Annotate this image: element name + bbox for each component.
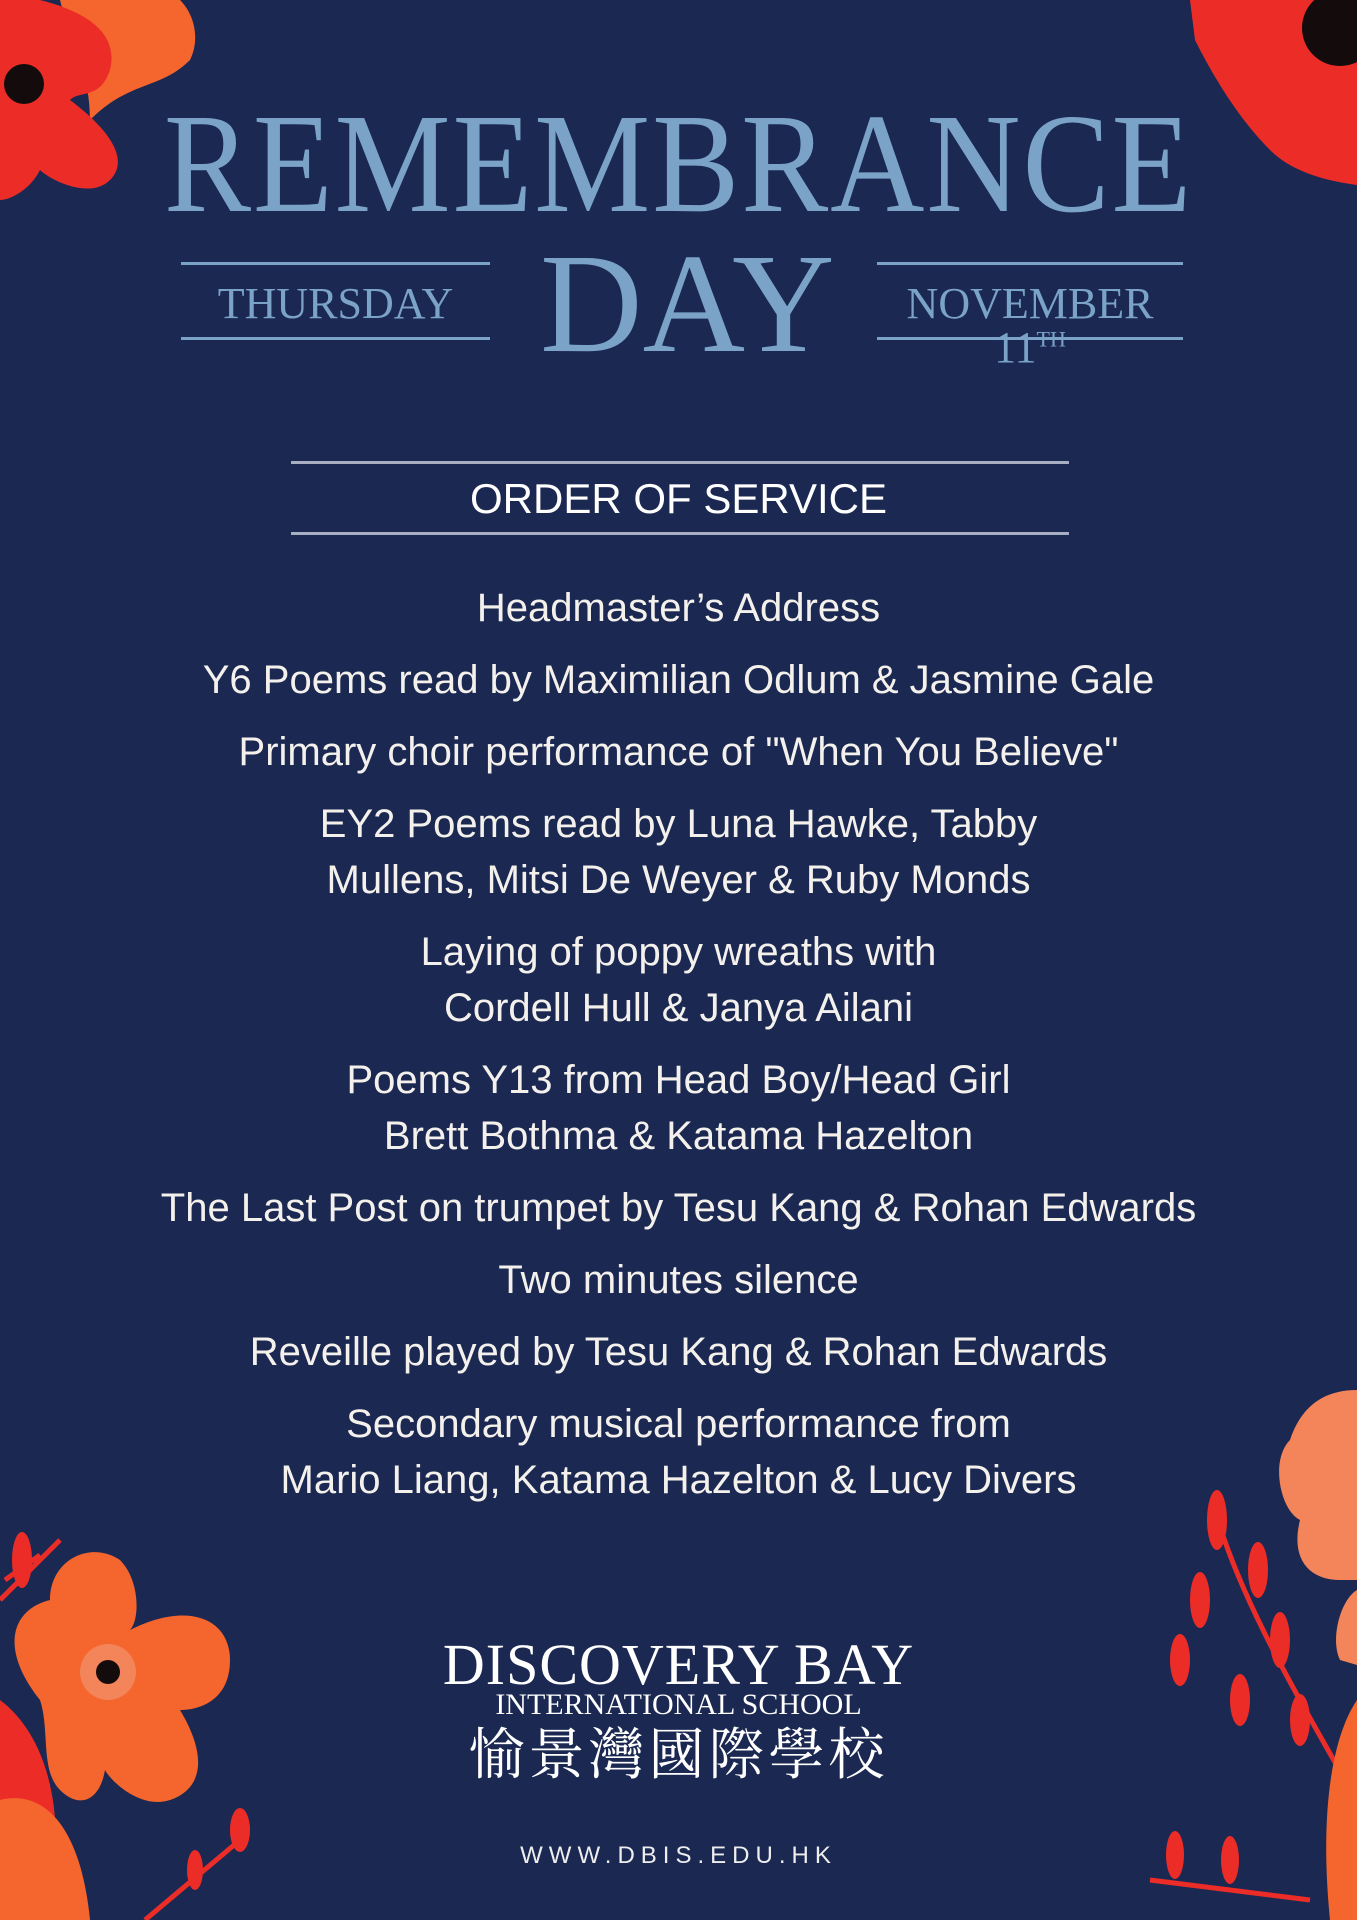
section-title: ORDER OF SERVICE <box>470 475 887 522</box>
service-item-line: Cordell Hull & Janya Ailani <box>443 986 914 1030</box>
service-item-line: Mario Liang, Katama Hazelton & Lucy Divers <box>280 1458 1077 1502</box>
date-text: NOVEMBER 11 <box>906 279 1154 372</box>
service-item-line: The Last Post on trumpet by Tesu Kang & Rohan Edwards <box>160 1186 1197 1230</box>
weekday-label: THURSDAY <box>217 279 454 328</box>
section-divider <box>291 532 1069 535</box>
service-item-line: Brett Bothma & Katama Hazelton <box>383 1114 974 1158</box>
service-item-line: EY2 Poems read by Luna Hawke, Tabby <box>319 802 1038 846</box>
service-item <box>80 652 1277 708</box>
service-item-line: Two minutes silence <box>498 1258 859 1302</box>
divider-line <box>877 262 1183 265</box>
service-item-line: Primary choir performance of "When You Believe" <box>238 730 1119 774</box>
service-item-line: Mullens, Mitsi De Weyer & Ruby Monds <box>326 858 1031 902</box>
website-url: WWW.DBIS.EDU.HK <box>520 1842 837 1869</box>
order-of-service-list <box>80 580 1277 1524</box>
date-label <box>877 279 1183 372</box>
service-item <box>80 924 1277 1036</box>
service-item <box>80 580 1277 636</box>
service-item <box>80 1052 1277 1164</box>
logo-line-2: INTERNATIONAL SCHOOL <box>495 1688 862 1721</box>
service-item <box>80 724 1277 780</box>
title-remembrance: REMEMBRANCE <box>163 84 1194 242</box>
service-item-line: Y6 Poems read by Maximilian Odlum & Jasmine Gale <box>202 658 1155 702</box>
divider-line <box>181 262 490 265</box>
service-item-line: Laying of poppy wreaths with <box>420 930 937 974</box>
service-item <box>80 1180 1277 1236</box>
title-day: DAY <box>540 224 835 382</box>
logo-line-1: DISCOVERY BAY <box>442 1632 915 1697</box>
service-item <box>80 1324 1277 1380</box>
service-item-line: Headmaster’s Address <box>476 586 881 630</box>
service-item-line: Reveille played by Tesu Kang & Rohan Edwards <box>249 1330 1108 1374</box>
service-item <box>80 796 1277 908</box>
date-suffix: TH <box>1036 326 1066 352</box>
school-logo <box>440 1632 917 1786</box>
service-item <box>80 1396 1277 1508</box>
divider-line <box>181 337 490 340</box>
section-divider <box>291 461 1069 464</box>
service-item-line: Secondary musical performance from <box>346 1402 1011 1446</box>
service-item-line: Poems Y13 from Head Boy/Head Girl <box>346 1058 1011 1102</box>
logo-chinese-name: 愉景灣國際學校 <box>468 1723 889 1786</box>
service-item <box>80 1252 1277 1308</box>
